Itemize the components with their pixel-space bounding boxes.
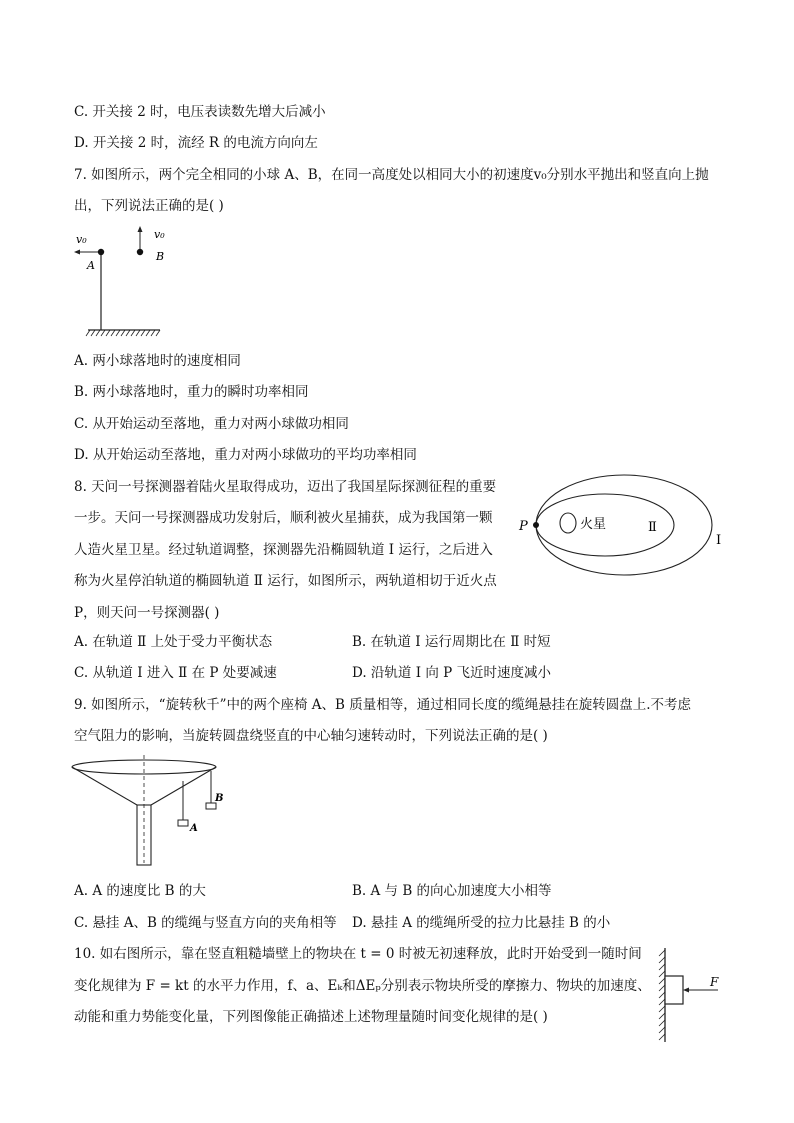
q8-option-b: B. 在轨道 Ⅰ 运行周期比在 Ⅱ 时短 [352,634,551,650]
q7-option-a: A. 两小球落地时的速度相同 [74,353,241,369]
q10-label-f: F [710,975,719,989]
q9-label-a: A [190,823,198,834]
q8-label-orbit-ii: Ⅱ [648,520,657,535]
q10-wall-figure [650,946,728,1046]
q7-label-a: A [87,259,95,272]
q8-stem-line-2: 一步。天问一号探测器成功发射后，顺利被火星捕获，成为我国第一颗 [74,510,493,526]
q7-label-v0-b: v₀ [154,228,165,241]
q8-orbit-figure [510,472,750,582]
q8-stem-line-3: 人造火星卫星。经过轨道调整，探测器先沿椭圆轨道 Ⅰ 运行，之后进入 [74,542,493,558]
q8-option-a: A. 在轨道 Ⅱ 上处于受力平衡状态 [74,634,273,650]
q7-stem-line-1: 7. 如图所示，两个完全相同的小球 A、B，在同一高度处以相同大小的初速度v₀分别水平抛出和竖直向上抛 [74,167,709,183]
q7-arrow-vertical-head [138,226,143,232]
q8-point-p [533,522,539,528]
q10-wall-hatch [659,950,665,1040]
q8-stem-line-4: 称为火星停泊轨道的椭圆轨道 Ⅱ 运行，如图所示，两轨道相切于近火点 [74,573,497,589]
q9-seat-a [178,820,188,826]
q9-option-c: C. 悬挂 A、B 的缆绳与竖直方向的夹角相等 [74,915,337,931]
q9-swing-figure [70,755,230,870]
q7-ground-hatch [86,330,160,336]
q10-block [665,976,683,1004]
q6-option-d: D. 开关接 2 时，流经 R 的电流方向向左 [74,135,318,151]
q10-force-arrow-head [683,988,689,993]
q8-orbit-i [536,475,712,575]
q8-label-p: P [519,519,528,534]
q8-label-orbit-i: Ⅰ [716,533,722,548]
q6-option-c: C. 开关接 2 时，电压表读数先增大后减小 [74,104,326,120]
q7-label-b: B [156,250,165,263]
q7-ball-b [137,249,143,255]
q8-stem-line-1: 8. 天问一号探测器着陆火星取得成功，迈出了我国星际探测征程的重要 [74,479,497,495]
q10-stem-line-2: 变化规律为 F = kt 的水平力作用，f、a、Eₖ和ΔEₚ分别表示物块所受的摩擦力、物块的加速度、 [74,978,651,994]
q7-ball-a [98,249,104,255]
q9-option-a: A. A 的速度比 B 的大 [74,883,206,899]
q9-stem-line-1: 9. 如图所示，“旋转秋千”中的两个座椅 A、B 质量相等，通过相同长度的缆绳悬挂在旋转圆盘上.不考虑 [74,697,692,713]
q9-label-b: B [215,793,224,804]
q8-stem-line-5: P，则天问一号探测器( ) [74,605,220,621]
q7-arrow-horizontal-head [74,250,80,255]
q10-stem-line-3: 动能和重力势能变化量，下列图像能正确描述上述物理量随时间变化规律的是( ) [74,1009,548,1025]
q9-stem-line-2: 空气阻力的影响，当旋转圆盘绕竖直的中心轴匀速转动时，下列说法正确的是( ) [74,728,548,744]
q9-option-b: B. A 与 B 的向心加速度大小相等 [352,883,552,899]
q7-option-d: D. 从开始运动至落地，重力对两小球做功的平均功率相同 [74,447,417,463]
q8-option-d: D. 沿轨道 Ⅰ 向 P 飞近时速度减小 [352,665,552,681]
q7-label-v0-a: v₀ [76,233,87,246]
q7-stem-line-2: 出，下列说法正确的是( ) [74,198,224,214]
q7-option-c: C. 从开始运动至落地，重力对两小球做功相同 [74,416,349,432]
q8-option-c: C. 从轨道 Ⅰ 进入 Ⅱ 在 P 处要减速 [74,665,277,681]
q10-stem-line-1: 10. 如右图所示，靠在竖直粗糙墙壁上的物块在 t = 0 时被无初速释放，此时开始受到一随时间 [74,946,642,962]
q8-mars-icon [560,513,576,533]
q7-figure [70,222,170,344]
q8-label-mars: 火星 [580,517,607,532]
q9-option-d: D. 悬挂 A 的缆绳所受的拉力比悬挂 B 的小 [352,915,611,931]
q7-option-b: B. 两小球落地时，重力的瞬时功率相同 [74,384,309,400]
